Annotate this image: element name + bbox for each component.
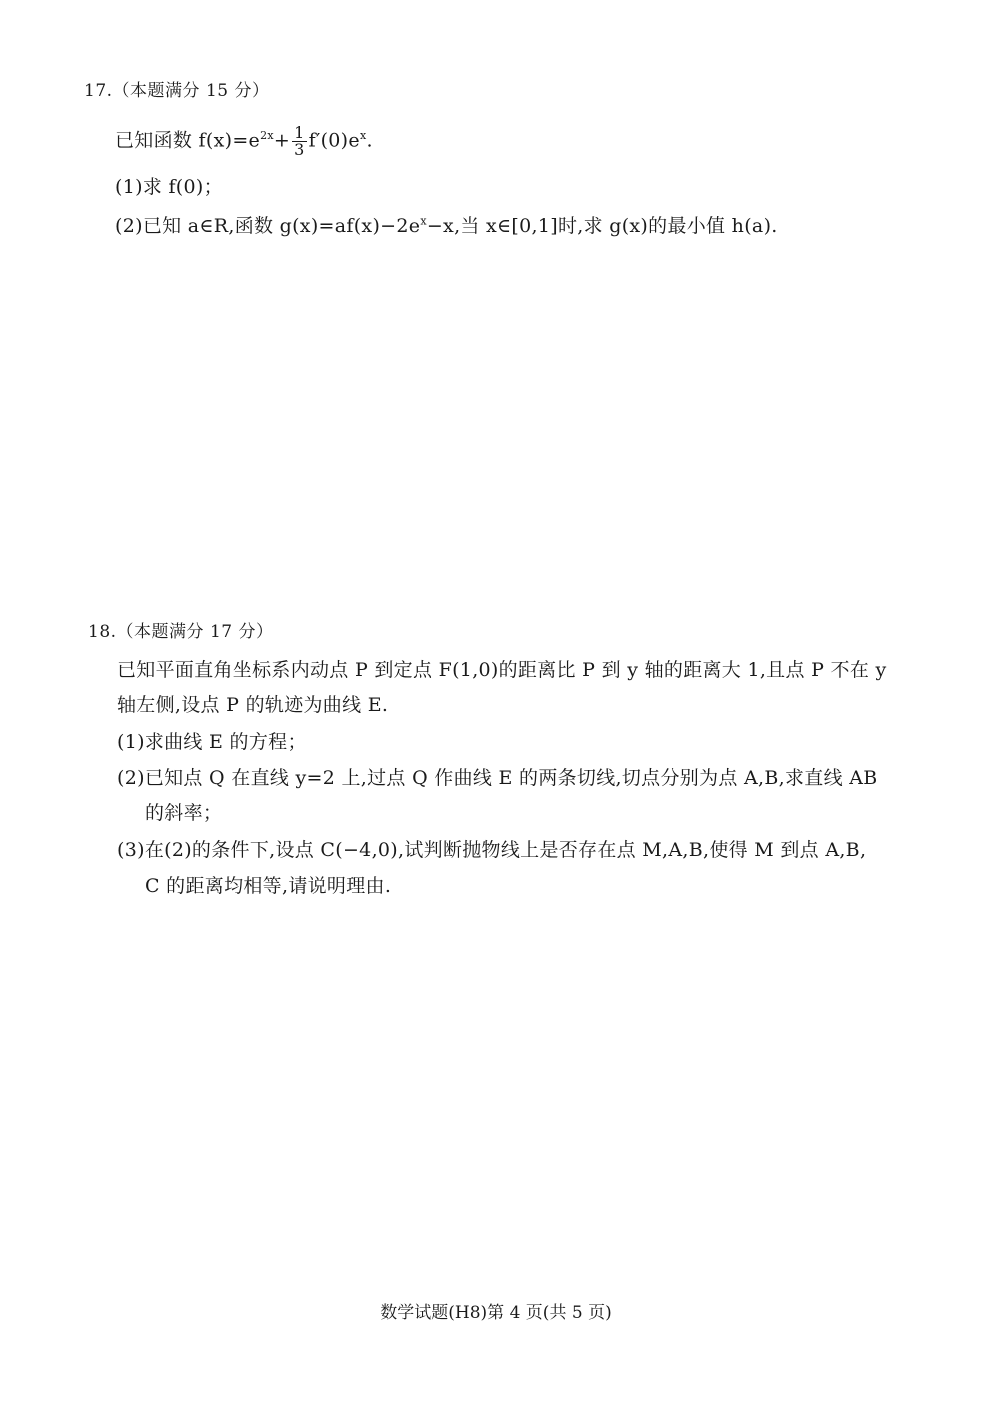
q17-fraction bbox=[292, 122, 306, 159]
q18-part3-line1: (3)在(2)的条件下,设点 C(−4,0),试判断抛物线上是否存在点 M,A,B,使得 M 到点 A,B, bbox=[117, 839, 867, 861]
q17-number: 17. bbox=[84, 81, 113, 101]
q18-part1: (1)求曲线 E 的方程； bbox=[117, 731, 307, 753]
q17-exp-x: x bbox=[359, 129, 367, 142]
q17-heading bbox=[84, 76, 270, 101]
q17-frac-den: 3 bbox=[294, 139, 305, 159]
q18-number: 18. bbox=[88, 622, 117, 642]
q17-stem-prefix: 已知函数 bbox=[115, 129, 199, 152]
q18-stem-line2: 轴左侧,设点 P 的轨迹为曲线 E. bbox=[117, 694, 389, 716]
q18-heading bbox=[88, 617, 274, 642]
q18-part2-line1: (2)已知点 Q 在直线 y=2 上,过点 Q 作曲线 E 的两条切线,切点分别为点 A,B,求直线 AB bbox=[117, 767, 878, 789]
q18-score: （本题满分 17 分） bbox=[116, 622, 274, 642]
q17-fprime: f′(0)e bbox=[308, 129, 360, 152]
q17-plus: + bbox=[273, 129, 291, 152]
q17-score: （本题满分 15 分） bbox=[112, 81, 270, 101]
page-footer: 数学试题(H8)第 4 页(共 5 页) bbox=[380, 1303, 612, 1323]
q18-part3-line2: C 的距离均相等,请说明理由. bbox=[145, 875, 392, 897]
q18-part2-line2: 的斜率； bbox=[145, 802, 223, 824]
q18-stem-line1: 已知平面直角坐标系内动点 P 到定点 F(1,0)的距离比 P 到 y 轴的距离大 1,且点 P 不在 y bbox=[117, 659, 887, 681]
q17-part2-text: (2)已知 a∈R,函数 g(x)=af(x)−2e bbox=[115, 215, 421, 237]
q17-part1: (1)求 f(0)； bbox=[115, 176, 223, 198]
q17-stem bbox=[115, 112, 373, 160]
q17-dot: . bbox=[366, 129, 373, 152]
q17-part2 bbox=[115, 211, 778, 238]
q17-part2-exp: x bbox=[420, 214, 427, 228]
q17-exp-2x: 2x bbox=[260, 129, 274, 142]
q17-fx: f(x)=e bbox=[198, 129, 261, 152]
q17-part2-rest: −x,当 x∈[0,1]时,求 g(x)的最小值 h(a). bbox=[426, 215, 778, 237]
q17-frac-num: 1 bbox=[294, 122, 305, 142]
